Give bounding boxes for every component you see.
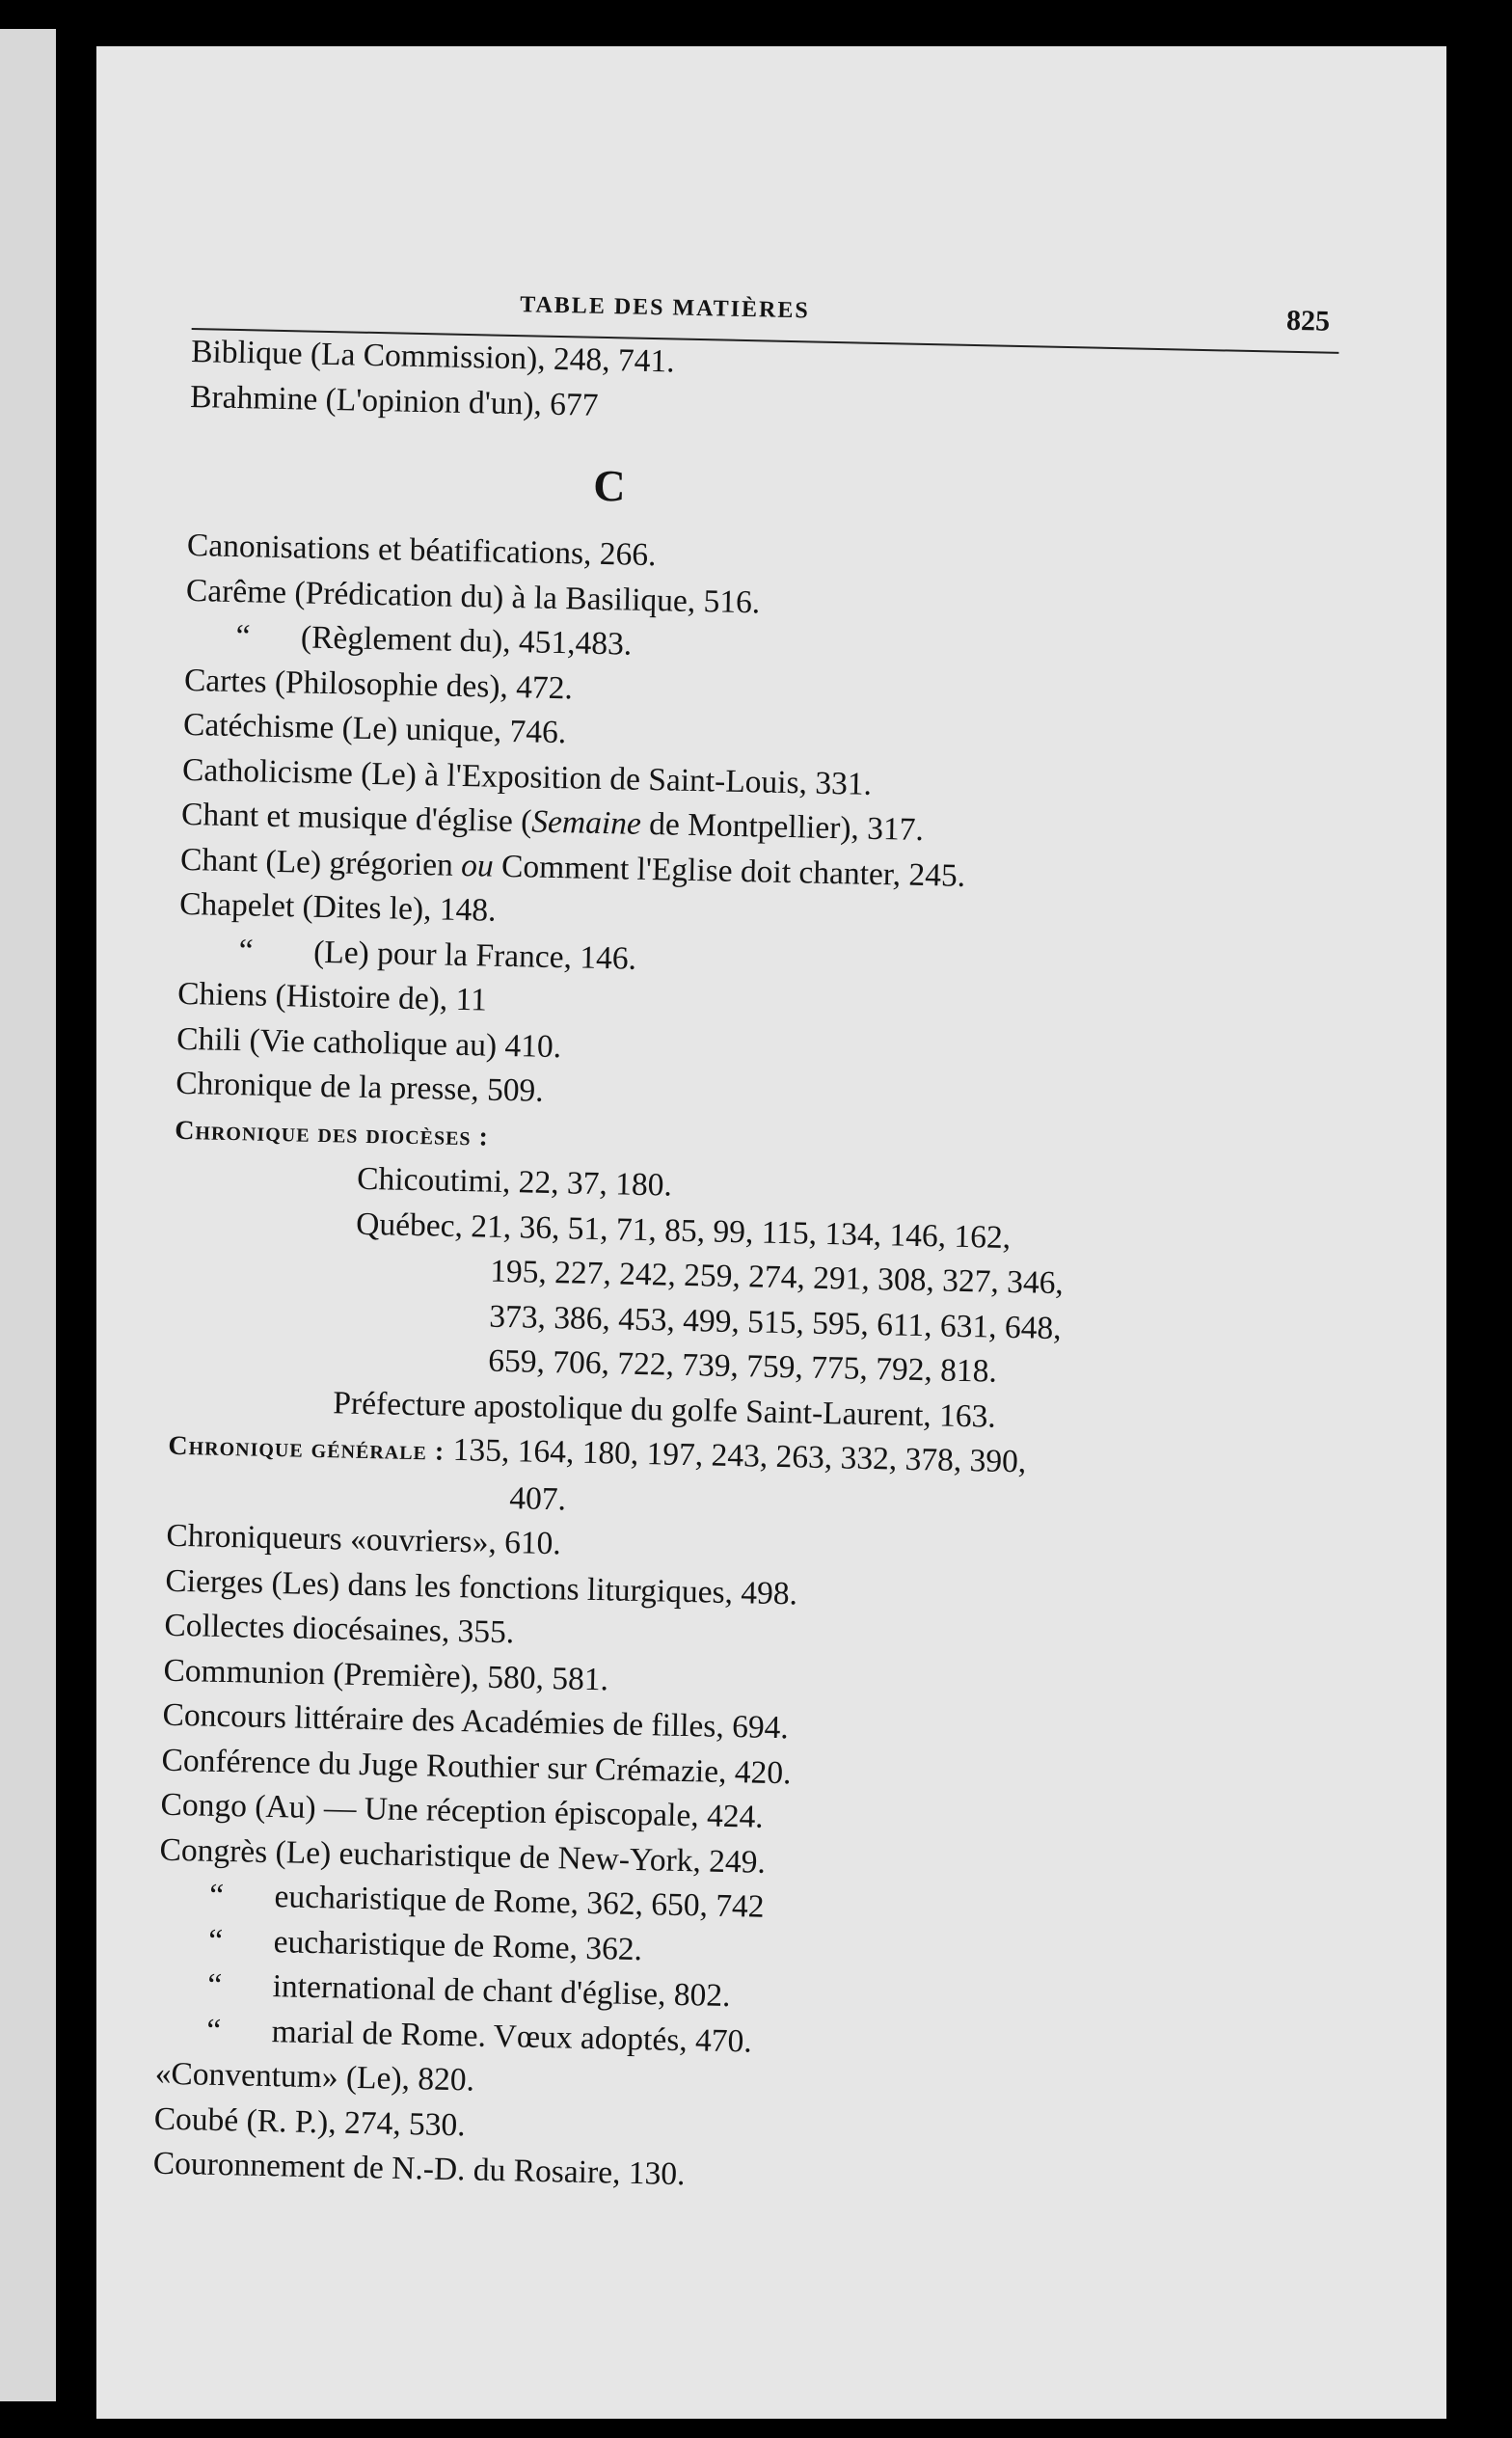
page-number: 825 bbox=[1285, 304, 1331, 338]
subentry-text: eucharistique de Rome, 362. bbox=[273, 1923, 643, 1967]
index-entry: Congo (Au) — Une réception épiscopale, 424. bbox=[160, 1786, 765, 1835]
entry-text: Chant (Le) grégorien bbox=[179, 841, 462, 883]
subentry-text: international de chant d'église, 802. bbox=[272, 1968, 731, 2015]
index-entry: Carême (Prédication du) à la Basilique, 516. bbox=[185, 572, 761, 620]
adjacent-page-edge bbox=[0, 29, 56, 2401]
document-page bbox=[96, 46, 1446, 2419]
index-entry: Cartes (Philosophie des), 472. bbox=[183, 662, 574, 706]
section-letter: C bbox=[592, 460, 627, 511]
index-entry: Concours littéraire des Académies de filles, 694. bbox=[162, 1696, 790, 1747]
index-entry: Biblique (La Commission), 248, 741. bbox=[190, 333, 676, 380]
index-entry: Chapelet (Dites le), 148. bbox=[178, 885, 497, 929]
index-entries bbox=[152, 330, 1338, 2210]
index-entry: Couronnement de N.-D. du Rosaire, 130. bbox=[152, 2145, 686, 2193]
subentry-text: eucharistique de Rome, 362, 650, 742 bbox=[274, 1879, 765, 1925]
index-entry: Chroniqueurs «ouvriers», 610. bbox=[166, 1517, 562, 1562]
index-entry: Conférence du Juge Routhier sur Crémazie, 420. bbox=[161, 1742, 792, 1791]
index-continuation: 659, 706, 722, 739, 759, 775, 792, 818. bbox=[487, 1342, 998, 1390]
subentry-text: marial de Rome. Vœux adoptés, 470. bbox=[271, 2013, 753, 2060]
entry-text: 135, 164, 180, 197, 243, 263, 332, 378, 390, bbox=[444, 1431, 1027, 1480]
index-continuation: 195, 227, 242, 259, 274, 291, 308, 327, 346, bbox=[489, 1253, 1065, 1302]
entry-italic: ou bbox=[460, 847, 495, 884]
ditto-mark: “ bbox=[205, 2012, 222, 2048]
index-subentry: Chicoutimi, 22, 37, 180. bbox=[356, 1160, 673, 1204]
ditto-mark: “ bbox=[206, 1966, 223, 2004]
index-subentry: Québec, 21, 36, 51, 71, 85, 99, 115, 134, 146, 162, bbox=[355, 1205, 1012, 1256]
index-entry: Chronique de la presse, 509. bbox=[175, 1065, 545, 1109]
ditto-mark: “ bbox=[238, 932, 255, 968]
index-entry: Catholicisme (Le) à l'Exposition de Saint-Louis, 331. bbox=[181, 751, 873, 802]
entry-text: Chant et musique d'église ( bbox=[180, 796, 532, 840]
index-subentry: Préfecture apostolique du golfe Saint-Laurent, 163. bbox=[333, 1384, 997, 1435]
index-entry: Chiens (Histoire de), 11 bbox=[176, 975, 488, 1018]
index-entry: Canonisations et béatifications, 266. bbox=[186, 527, 657, 574]
heading-smallcaps: Chronique générale : bbox=[168, 1430, 446, 1467]
running-title: TABLE DES MATIÈRES bbox=[520, 292, 810, 324]
page-content bbox=[152, 268, 1339, 2210]
index-entry: «Conventum» (Le), 820. bbox=[154, 2055, 475, 2099]
index-entry: Cierges (Les) dans les fonctions liturgiques, 498. bbox=[165, 1562, 798, 1612]
index-entry: Catéchisme (Le) unique, 746. bbox=[182, 706, 567, 751]
subentry-text: (Règlement du), 451,483. bbox=[300, 619, 633, 663]
index-entry: Coubé (R. P.), 274, 530. bbox=[153, 2100, 467, 2143]
index-continuation: 373, 386, 453, 499, 515, 595, 611, 631, 648, bbox=[488, 1298, 1062, 1346]
entry-italic: Semaine bbox=[530, 803, 642, 842]
ditto-mark: “ bbox=[208, 1877, 225, 1914]
index-entry: Brahmine (L'opinion d'un), 677 bbox=[189, 378, 599, 423]
entry-text: de Montpellier), 317. bbox=[640, 805, 925, 848]
index-entry: Communion (Première), 580, 581. bbox=[163, 1652, 609, 1697]
index-entry: Collectes diocésaines, 355. bbox=[164, 1607, 515, 1651]
ditto-mark: “ bbox=[207, 1922, 224, 1959]
heading-smallcaps: Chronique des diocèses : bbox=[174, 1115, 490, 1152]
index-continuation: 407. bbox=[508, 1479, 567, 1517]
subentry-text: (Le) pour la France, 146. bbox=[312, 934, 637, 977]
index-entry: Chili (Vie catholique au) 410. bbox=[176, 1020, 562, 1065]
ditto-mark: “ bbox=[235, 618, 251, 655]
index-entry: Congrès (Le) eucharistique de New-York, 249. bbox=[159, 1831, 767, 1881]
entry-text: Comment l'Eglise doit chanter, 245. bbox=[493, 848, 966, 894]
